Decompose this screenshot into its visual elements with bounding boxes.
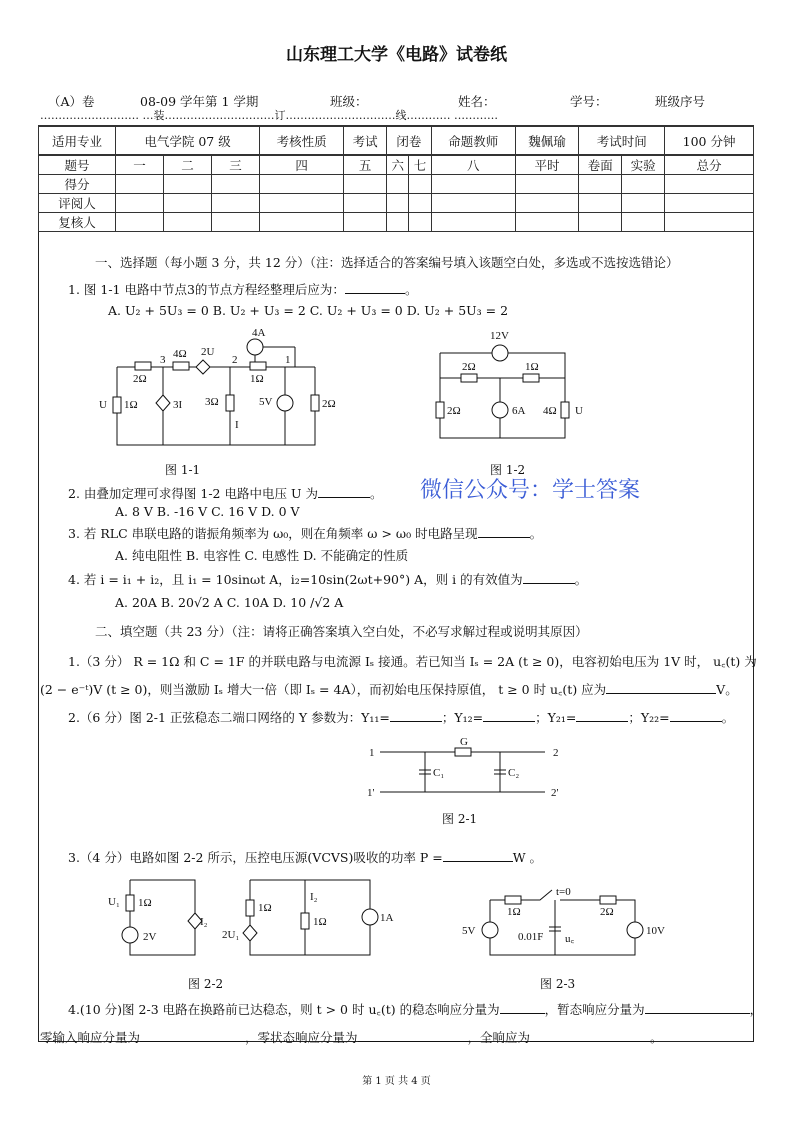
- label: 1': [367, 787, 375, 799]
- answer-blank[interactable]: [645, 1001, 750, 1014]
- answer-blank[interactable]: [500, 1001, 545, 1014]
- figure-2-3-caption: 图 2-3: [540, 977, 576, 991]
- figure-2-2-caption: 图 2-2: [188, 977, 224, 991]
- label: 0.01F: [518, 931, 544, 943]
- q3-options: A. 纯电阻性 B. 电容性 C. 电感性 D. 不能确定的性质: [115, 548, 409, 563]
- figure-2-2-circuit: [100, 875, 394, 970]
- score-header: 八: [431, 155, 515, 175]
- row-label: 得分: [39, 175, 116, 194]
- label: I: [235, 419, 239, 431]
- label: 1Ω: [258, 902, 272, 914]
- label: 4A: [252, 327, 266, 339]
- y11-label: Y₁₁=: [361, 710, 390, 725]
- label: 2U: [201, 346, 215, 358]
- q1-text: 1. 图 1-1 电路中节点3的节点方程经整理后应为： 。: [68, 282, 418, 297]
- q2-text: 2. 由叠加定理可求得图 1-2 电路中电压 U 为 。: [68, 486, 383, 501]
- fill-q2-line: 2.（6 分）图 2-1 正弦稳态二端口网络的 Y 参数为：Y₁₁= ；Y₁₂= ；Y₂₁= ；Y₂₂= 。: [68, 710, 735, 725]
- fill-q4-text: 零输入响应分量为: [40, 1030, 141, 1045]
- answer-blank[interactable]: [483, 709, 535, 722]
- class-seq-label: 班级序号: [655, 94, 706, 109]
- answer-blank[interactable]: [345, 281, 405, 294]
- figure-1-2-circuit: [425, 328, 595, 448]
- y21-label: ；Y₂₁=: [535, 710, 577, 725]
- q2-options: A. 8 V B. -16 V C. 16 V D. 0 V: [115, 504, 300, 519]
- label: u꜀: [565, 933, 575, 945]
- score-header: 卷面: [579, 155, 622, 175]
- label: 2: [553, 747, 559, 759]
- score-header: 实验: [622, 155, 665, 175]
- label: 3: [160, 354, 166, 366]
- score-header: 总分: [665, 155, 754, 175]
- fill-q1-stem: (2 − e⁻ᵗ)V (t ≥ 0)，则当激励 Iₛ 增大一倍（即 Iₛ = 4A），而初始电压保持原值， t ≥ 0 时 u꜀(t) 应为: [40, 682, 607, 697]
- label: C₁: [433, 767, 445, 779]
- fill-q4-line2: 零输入响应分量为 ，零状态响应分量为 ，全响应为 。: [40, 1030, 663, 1045]
- info-cell: 魏佩瑜: [515, 126, 579, 155]
- label: 4Ω: [173, 348, 187, 360]
- label: 5V: [259, 396, 273, 408]
- label: 6A: [512, 405, 526, 417]
- label: I₂: [310, 891, 318, 903]
- figure-1-1-circuit: [95, 325, 355, 460]
- label: U₁: [108, 896, 120, 908]
- answer-blank[interactable]: [478, 525, 530, 538]
- term-label: 08-09 学年第 1 学期: [140, 94, 259, 109]
- label: 1Ω: [250, 373, 264, 385]
- info-cell: 电气学院 07 级: [116, 126, 260, 155]
- label: C₂: [508, 767, 520, 779]
- answer-blank[interactable]: [390, 709, 442, 722]
- figure-1-2-caption: 图 1-2: [490, 463, 526, 477]
- fill-q4-text: ，零状态响应分量为: [245, 1030, 358, 1045]
- watermark: 微信公众号：学士答案: [420, 478, 641, 503]
- fill-q4-text: ，全响应为: [467, 1030, 531, 1045]
- label: 10V: [646, 925, 665, 937]
- student-id-label: 学号：: [570, 94, 608, 109]
- answer-blank[interactable]: [670, 709, 722, 722]
- row-label: 复核人: [39, 213, 116, 232]
- label: 3I: [173, 399, 183, 411]
- section1-heading: 一、选择题（每小题 3 分，共 12 分）（注：选择适合的答案编号填入该题空白处，多选或不选按选错论）: [95, 255, 679, 270]
- label: 2Ω: [462, 361, 476, 373]
- paper-label: （A）卷: [48, 94, 95, 109]
- label: 12V: [490, 330, 509, 342]
- fill-q1-line1: 1.（3 分） R = 1Ω 和 C = 1F 的并联电路与电流源 Iₛ 接通。若已知当 Iₛ = 2A (t ≥ 0)，电容初始电压为 1V 时， u꜀(t) 为: [68, 654, 757, 669]
- fill-q4-stem: 4.(10 分)图 2-3 电路在换路前已达稳态，则 t > 0 时 u꜀(t) 的稳态响应分量为: [68, 1002, 500, 1017]
- label: 2Ω: [600, 906, 614, 918]
- binding-line: ……………………… …装…………………………订…………………………线………… …………: [40, 109, 498, 122]
- label: 2V: [143, 931, 157, 943]
- row-label: 评阅人: [39, 194, 116, 213]
- figure-1-1-caption: 图 1-1: [165, 463, 201, 477]
- info-cell: 适用专业: [39, 126, 116, 155]
- answer-blank[interactable]: [576, 709, 628, 722]
- answer-blank[interactable]: [523, 571, 575, 584]
- label: 1: [285, 354, 291, 366]
- q3-text: 3. 若 RLC 串联电路的谐振角频率为 ω₀，则在角频率 ω > ω₀ 时电路呈现 。: [68, 526, 543, 541]
- page-title: 山东理工大学《电路》试卷纸: [286, 45, 507, 65]
- y12-label: ；Y₁₂=: [441, 710, 484, 725]
- label: 2Ω: [133, 373, 147, 385]
- info-cell: 考核性质: [260, 126, 344, 155]
- answer-blank[interactable]: [318, 485, 370, 498]
- score-header: 题号: [39, 155, 116, 175]
- fill-q3-stem: 3.（4 分）电路如图 2-2 所示，压控电压源(VCVS)吸收的功率 P =: [68, 850, 443, 865]
- info-cell: 闭卷: [387, 126, 432, 155]
- header-table: [38, 125, 754, 232]
- q1-options: A. U₂ + 5U₃ = 0 B. U₂ + U₃ = 2 C. U₂ + U₃ = 0 D. U₂ + 5U₃ = 2: [108, 303, 509, 318]
- answer-blank[interactable]: [606, 681, 716, 694]
- info-cell: 考试时间: [579, 126, 665, 155]
- figure-2-3-circuit: [460, 885, 680, 960]
- q4-options: A. 20A B. 20√2 A C. 10A D. 10 /√2 A: [115, 595, 344, 610]
- info-cell: 100 分钟: [665, 126, 754, 155]
- label: 1Ω: [525, 361, 539, 373]
- answer-blank[interactable]: [443, 849, 513, 862]
- info-cell: 命题教师: [431, 126, 515, 155]
- fill-q4-line1: 4.(10 分)图 2-3 电路在换路前已达稳态，则 t > 0 时 u꜀(t) 的稳态响应分量为 ，暂态响应分量为 ，: [68, 1002, 763, 1017]
- answer-blank[interactable]: [358, 1029, 468, 1042]
- page-footer: 第 1 页 共 4 页: [362, 1076, 431, 1087]
- score-header: 六: [387, 155, 409, 175]
- q1-stem: 1. 图 1-1 电路中节点3的节点方程经整理后应为：: [68, 282, 345, 297]
- unit: W 。: [512, 850, 543, 865]
- label: 1Ω: [124, 399, 138, 411]
- label: 1: [369, 747, 375, 759]
- figure-2-1-circuit: [365, 736, 575, 800]
- q2-stem: 2. 由叠加定理可求得图 1-2 电路中电压 U 为: [68, 486, 318, 501]
- answer-blank[interactable]: [140, 1029, 245, 1042]
- score-header: 三: [212, 155, 260, 175]
- label: 1Ω: [507, 906, 521, 918]
- fill-q2-stem: 2.（6 分）图 2-1 正弦稳态二端口网络的 Y 参数为：: [68, 710, 362, 725]
- score-header: 二: [164, 155, 212, 175]
- section2-heading: 二、填空题（共 23 分）（注：请将正确答案填入空白处，不必写求解过程或说明其原因）: [95, 624, 588, 639]
- label: 1A: [380, 912, 394, 924]
- label: 2: [232, 354, 238, 366]
- name-label: 姓名：: [458, 94, 496, 109]
- class-label: 班级：: [330, 94, 368, 109]
- score-header: 五: [344, 155, 387, 175]
- score-header: 平时: [515, 155, 579, 175]
- y22-label: ；Y₂₂=: [628, 710, 670, 725]
- figure-2-1-caption: 图 2-1: [442, 812, 478, 826]
- label: 5V: [462, 925, 476, 937]
- fill-q3-line: [68, 848, 542, 866]
- fill-q4-text: ，暂态响应分量为: [544, 1002, 645, 1017]
- label: 2': [551, 787, 559, 799]
- q3-stem: 3. 若 RLC 串联电路的谐振角频率为 ω₀，则在角频率 ω > ω₀ 时电路呈现: [68, 526, 478, 541]
- q4-text: 4. 若 i = i₁ + i₂，且 i₁ = 10sinωt A，i₂=10sin(2ωt+90°) A，则 i 的有效值为 。: [68, 572, 588, 587]
- score-header: 四: [260, 155, 344, 175]
- q4-stem: 4. 若 i = i₁ + i₂，且 i₁ = 10sinωt A，i₂=10sin(2ωt+90°) A，则 i 的有效值为: [68, 572, 523, 587]
- label: 2U₁: [222, 929, 240, 941]
- label: 1Ω: [138, 897, 152, 909]
- info-cell: 考试: [344, 126, 387, 155]
- label: U: [575, 405, 583, 417]
- label: 1Ω: [313, 916, 327, 928]
- fill-q1-line2: [40, 680, 738, 698]
- label: U: [99, 399, 107, 411]
- score-header: 七: [409, 155, 431, 175]
- label: 3Ω: [205, 396, 219, 408]
- answer-blank[interactable]: [530, 1029, 650, 1042]
- label: 2Ω: [322, 398, 336, 410]
- label: t=0: [556, 886, 571, 898]
- label: 2Ω: [447, 405, 461, 417]
- label: I₂: [200, 916, 208, 928]
- label: G: [460, 736, 468, 748]
- label: 4Ω: [543, 405, 557, 417]
- score-header: 一: [116, 155, 164, 175]
- unit: V。: [716, 682, 738, 697]
